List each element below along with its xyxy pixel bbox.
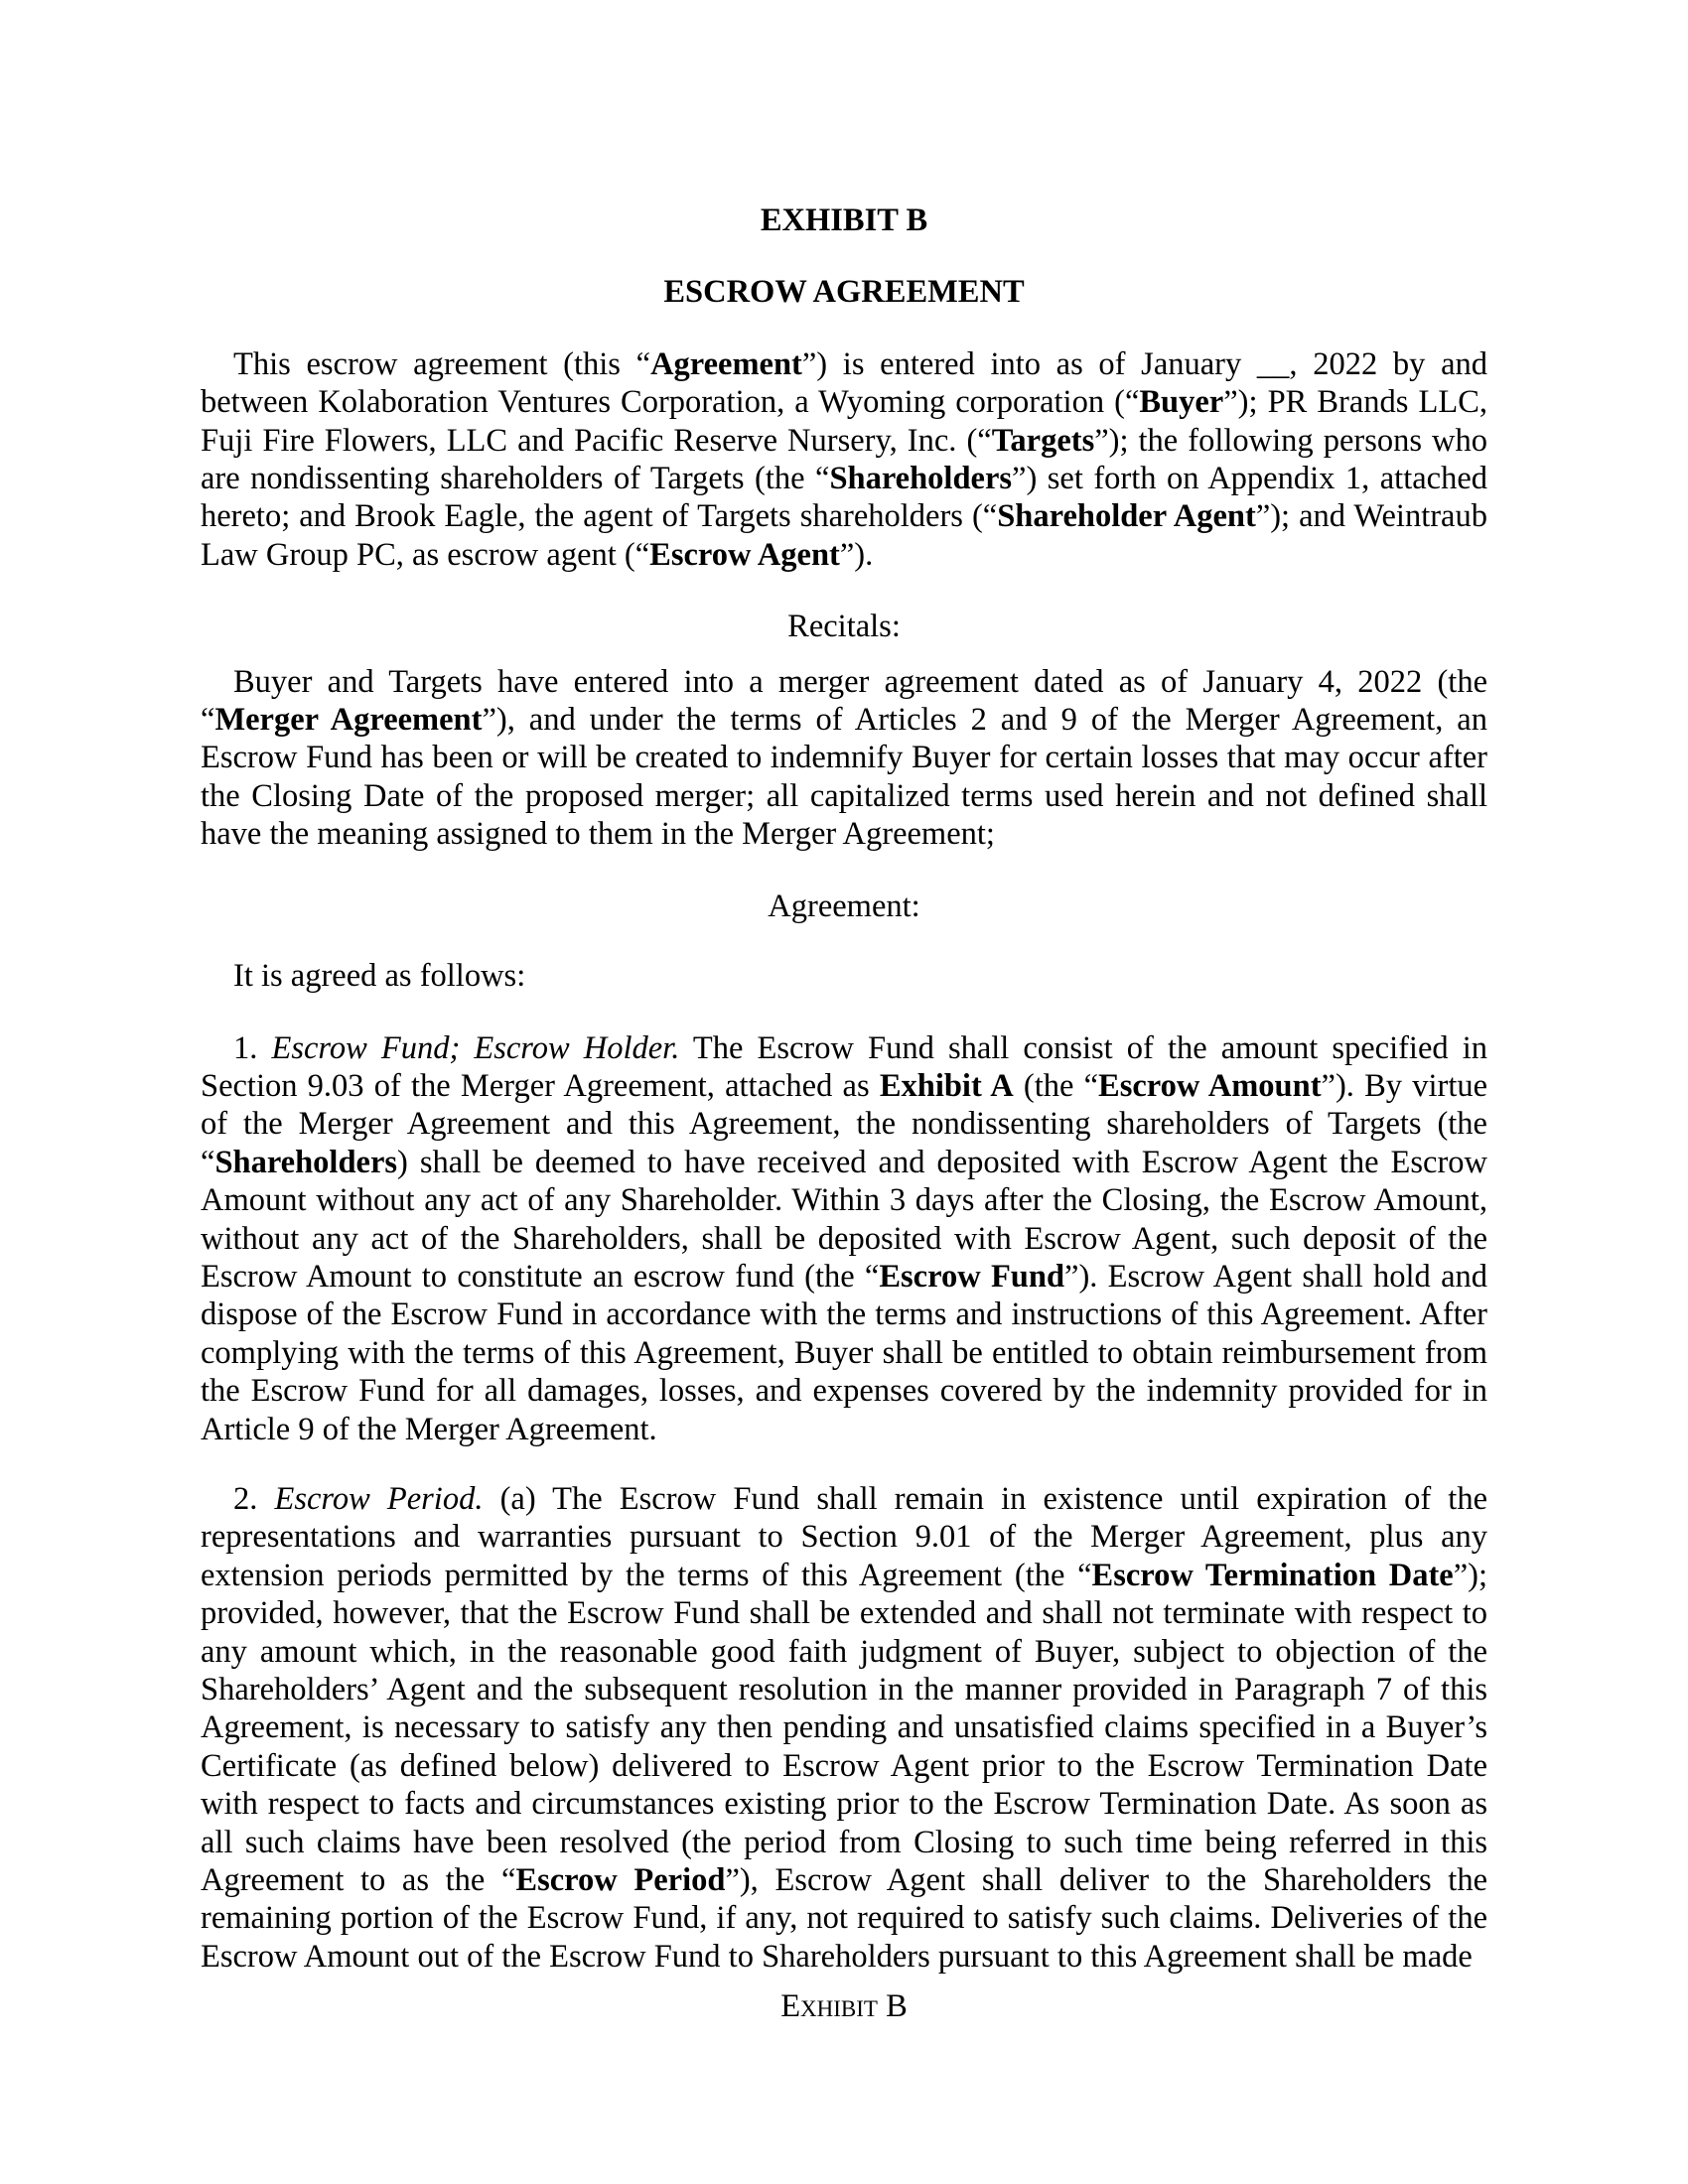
defined-term: Shareholders: [214, 1144, 398, 1180]
section-text: ”). Escrow Agent shall hold and dispose of the Escrow Fund in accordance with the terms and instructions of this Agreement. After complying with the terms of this Agreement, Buyer shall be entitled to obtain reimbursement from the Escrow Fund for all damages, losses, and expenses covered by the indemnity provided for in Article 9 of the Merger Agreement.: [201, 1258, 1488, 1447]
section-text: ”), Escrow Agent shall deliver to the Shareholders the remaining portion of the Escrow Fund, if any, not required to satisfy such claims. Deliveries of the Escrow Amount out of the Escrow Fund to Shareholders pursuant to this Agreement shall be made: [201, 1862, 1488, 1975]
intro-text: ”) set forth on Appendix 1, attached hereto; and Brook Eagle, the agent of Targets shareholders (“: [201, 461, 1487, 535]
recitals-label: Recitals:: [787, 609, 901, 645]
page-footer: Exhibit B: [780, 1988, 908, 2024]
defined-term: Escrow Agent: [649, 536, 840, 573]
defined-term: Shareholders: [829, 461, 1013, 497]
defined-term: Exhibit A: [879, 1067, 1014, 1104]
section-text: ”); provided, however, that the Escrow Fund shall be extended and shall not terminate with respect to any amount which, in the reasonable good faith judgment of Buyer, subject to objection of the Shareholders’ Agent and the subsequent resolution in the manner provided in Paragraph 7 of this Agreement, is necessary to satisfy any then pending and unsatisfied claims specified in a Buyer’s Certificate (as defined below) delivered to Escrow Agent prior to the Escrow Termination Date with respect to facts and circumstances existing prior to the Escrow Termination Date. As soon as all such claims have been resolved (the period from Closing to such time being referred in this Agreement to as the “: [201, 1557, 1488, 1899]
agreed-line: It is agreed as follows:: [233, 958, 526, 995]
agreement-title: ESCROW AGREEMENT: [663, 274, 1025, 311]
recitals-text: Buyer and Targets have entered into a merger agreement dated as of January 4, 2022 (the “: [201, 663, 1487, 739]
defined-term: Buyer: [1139, 384, 1224, 421]
section-number: 2.: [233, 1480, 275, 1517]
defined-term: Merger Agreement: [214, 702, 483, 739]
agreement-label: Agreement:: [768, 887, 920, 924]
intro-text: ”); the following persons who are nondissenting shareholders of Targets (the “: [201, 422, 1487, 497]
exhibit-title: EXHIBIT B: [760, 203, 928, 238]
defined-term: Escrow Period: [515, 1862, 726, 1899]
defined-term: Escrow Fund: [879, 1258, 1065, 1295]
section-title: Escrow Fund; Escrow Holder.: [271, 1029, 680, 1066]
recitals-paragraph: [201, 663, 1487, 854]
intro-text: ”); PR Brands LLC, Fuji Fire Flowers, LLC and Pacific Reserve Nursery, Inc. (“: [201, 384, 1488, 459]
defined-term: Targets: [991, 422, 1095, 459]
section-text: (the “: [1013, 1067, 1099, 1104]
section-number: 1.: [233, 1029, 272, 1066]
section-title: Escrow Period.: [274, 1480, 484, 1517]
section-text: The Escrow Fund shall consist of the amount specified in Section 9.03 of the Merger Agreement, attached as: [201, 1029, 1488, 1104]
intro-paragraph: [201, 345, 1487, 574]
recitals-text: ”), and under the terms of Articles 2 and 9 of the Merger Agreement, an Escrow Fund has been or will be created to indemnify Buyer for certain losses that may occur after the Closing Date of the proposed merger; all capitalized terms used herein and not defined shall have the meaning assigned to them in the Merger Agreement;: [201, 702, 1487, 853]
section-text: ”). By virtue of the Merger Agreement and this Agreement, the nondissenting shareholders of Targets (the “: [201, 1067, 1488, 1180]
intro-text: ”).: [839, 536, 874, 573]
defined-term: Shareholder Agent: [997, 498, 1256, 535]
section-text: (a) The Escrow Fund shall remain in existence until expiration of the representations and warranties pursuant to Section 9.01 of the Merger Agreement, plus any extension periods permitted by the terms of this Agreement (the “: [201, 1480, 1487, 1593]
document-page: [201, 189, 1487, 1976]
intro-text: ”) is entered into as of January __, 2022 by and between Kolaboration Ventures Corporation, a Wyoming corporation (“: [201, 345, 1487, 421]
defined-term: Escrow Termination Date: [1091, 1557, 1454, 1593]
intro-text: ”); and Weintraub Law Group PC, as escrow agent (“: [201, 498, 1487, 573]
defined-term: Agreement: [650, 345, 802, 382]
section-text: ) shall be deemed to have received and deposited with Escrow Agent the Escrow Amount without any act of any Shareholder. Within 3 days after the Closing, the Escrow Amount, without any act of the Shareholders, shall be deposited with Escrow Agent, such deposit of the Escrow Amount to constitute an escrow fund (the “: [201, 1144, 1487, 1295]
section-1-paragraph: [201, 1029, 1487, 1448]
intro-text: This escrow agreement (this “: [233, 345, 651, 382]
defined-term: Escrow Amount: [1098, 1067, 1322, 1104]
section-2-paragraph: [201, 1480, 1487, 1976]
